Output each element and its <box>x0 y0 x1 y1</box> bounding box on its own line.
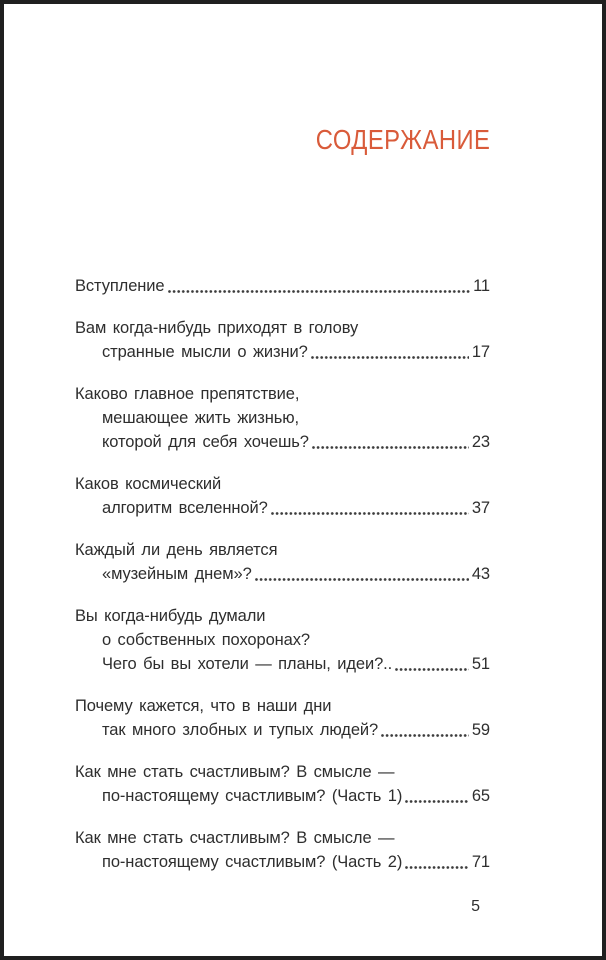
toc-entry-line <box>75 274 490 298</box>
dot-leader <box>395 667 469 672</box>
toc-entry-line <box>75 760 490 784</box>
toc-entry <box>75 316 490 364</box>
page-number: 5 <box>471 898 480 915</box>
toc-entry-line <box>75 496 490 520</box>
toc-entry-text: «музейным днем»? <box>102 565 252 583</box>
toc-entry-line <box>75 316 490 340</box>
toc-entry-text: по-настоящему счастливым? (Часть 1) <box>102 787 403 805</box>
toc-entry-line <box>75 538 490 562</box>
toc-entry-text: алгоритм вселенной? <box>102 499 268 517</box>
dot-leader <box>311 355 469 360</box>
toc-entry-line <box>75 850 490 874</box>
toc-entry <box>75 694 490 742</box>
toc-entry-line <box>75 562 490 586</box>
page-title: СОДЕРЖАНИЕ <box>315 124 490 155</box>
toc-entry-text: Вам когда-нибудь приходят в голову <box>75 319 359 337</box>
toc-entry-line <box>75 340 490 364</box>
toc-entry <box>75 274 490 298</box>
dot-leader <box>405 865 469 870</box>
toc-entry-text: так много злобных и тупых людей? <box>102 721 379 739</box>
toc-entry <box>75 382 490 454</box>
toc-entry-page: 37 <box>471 499 490 517</box>
dot-leader <box>405 799 469 804</box>
toc-entry-page: 51 <box>471 655 490 673</box>
toc-entry-line <box>75 406 490 430</box>
toc-entry-line <box>75 472 490 496</box>
dot-leader <box>381 733 469 738</box>
toc-entry-page: 59 <box>471 721 490 739</box>
dot-leader <box>312 445 469 450</box>
toc-entry-text: Вы когда-нибудь думали <box>75 607 266 625</box>
toc-entry-text: Как мне стать счастливым? В смысле — <box>75 763 395 781</box>
toc-entry-line <box>75 784 490 808</box>
toc-entry-text: Вступление <box>75 277 165 295</box>
toc-entry-text: Как мне стать счастливым? В смысле — <box>75 829 395 847</box>
toc-entry <box>75 760 490 808</box>
toc-entry-page: 17 <box>471 343 490 361</box>
toc-entry-text: странные мысли о жизни? <box>102 343 308 361</box>
toc-entry-line <box>75 604 490 628</box>
toc-entry <box>75 604 490 676</box>
toc-entry-text: Каков космический <box>75 475 222 493</box>
toc-entry-text: о собственных похоронах? <box>102 631 310 649</box>
dot-leader <box>255 577 469 582</box>
toc-entry-line <box>75 718 490 742</box>
toc-entry <box>75 538 490 586</box>
toc-entry-page: 65 <box>471 787 490 805</box>
toc-entry-text: Почему кажется, что в наши дни <box>75 697 332 715</box>
toc-entry <box>75 826 490 874</box>
toc-entry-text: Каково главное препятствие, <box>75 385 300 403</box>
toc-entry-text: Каждый ли день является <box>75 541 278 559</box>
toc-entry <box>75 472 490 520</box>
toc-entry-text: по-настоящему счастливым? (Часть 2) <box>102 853 403 871</box>
toc-entry-line <box>75 628 490 652</box>
toc-entry-page: 11 <box>473 277 490 295</box>
toc-entry-text: Чего бы вы хотели — планы, идеи?.. <box>102 655 393 673</box>
dot-leader <box>271 511 469 516</box>
toc-entry-line <box>75 430 490 454</box>
toc-list <box>75 274 490 892</box>
toc-entry-line <box>75 382 490 406</box>
dot-leader <box>168 289 471 294</box>
toc-entry-line <box>75 826 490 850</box>
toc-entry-page: 23 <box>471 433 490 451</box>
toc-entry-line <box>75 652 490 676</box>
toc-entry-line <box>75 694 490 718</box>
toc-entry-text: мешающее жить жизнью, <box>102 409 300 427</box>
toc-entry-page: 71 <box>471 853 490 871</box>
toc-entry-page: 43 <box>471 565 490 583</box>
toc-entry-text: которой для себя хочешь? <box>102 433 309 451</box>
